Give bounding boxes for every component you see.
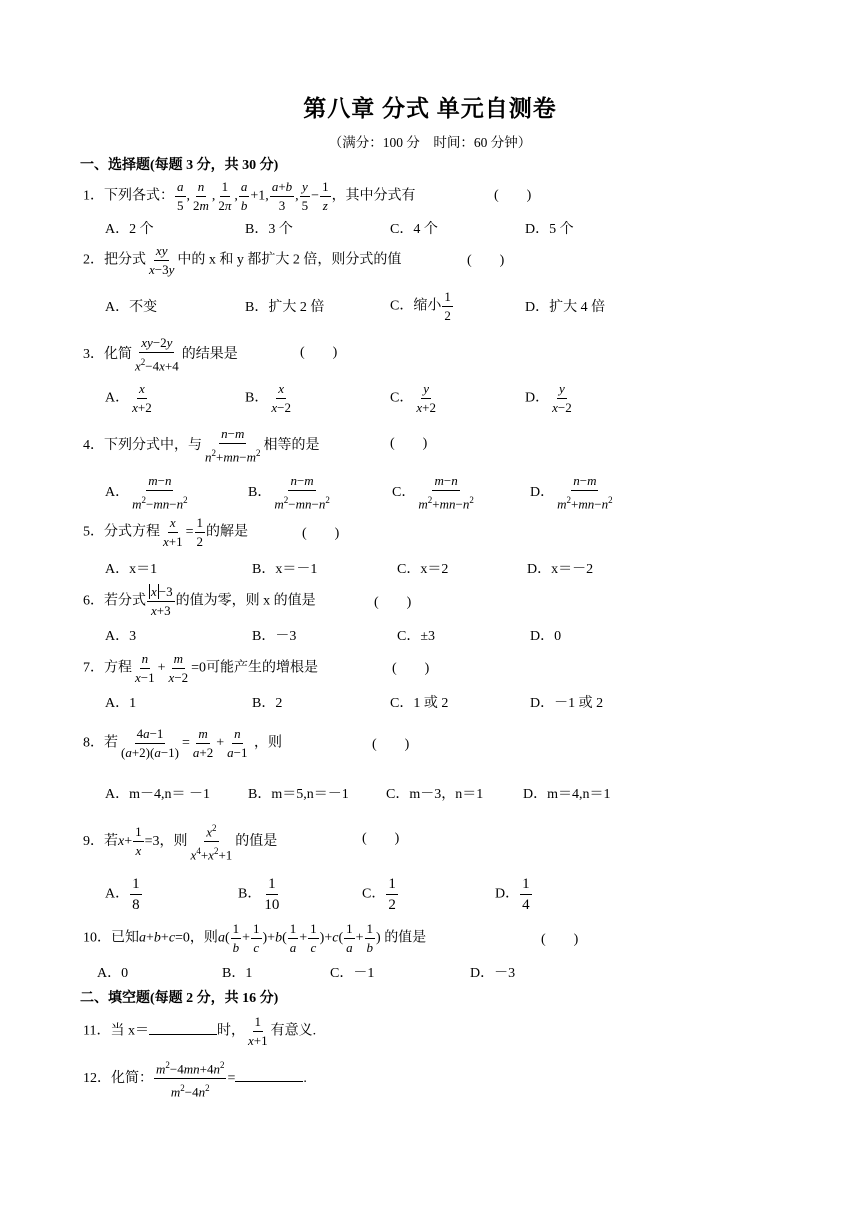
question-10: 10．已知a+b+c=0，则a( $\frac{1}{b}$ + $\frac{1}{c}$ )+b( $\frac{1}{a}$ + $\frac{1}{c}$ )+c( $\frac{1}{a}$ + $\frac{1}{b}$ ) 的值是 bbox=[83, 921, 427, 955]
question-number: 10． bbox=[83, 930, 111, 946]
option-d: D．－3 bbox=[470, 966, 516, 981]
question-number: 3． bbox=[83, 346, 104, 362]
question-12: 12．化简： $\frac{m^2-4mn+4n^2}{m^2-4n^2}$ = . bbox=[83, 1060, 307, 1100]
question-4: 4．下列分式中，与 $\frac{n-m}{n^2+mn-m^2}$ 相等的是 bbox=[83, 426, 320, 465]
question-text: 若 bbox=[104, 735, 118, 751]
question-text: 分式方程 bbox=[104, 524, 160, 540]
question-3: 3．化简 $\frac{xy-2y}{x^2-4x+4}$ 的结果是 bbox=[83, 335, 238, 374]
question-1: 1．下列各式： $\frac{a}{5}$ , $\frac{n}{2m}$ , $\frac{1}{2\pi}$ , $\frac{a}{b}$ +1, $\frac{a+b}{3}$ , $\frac{y}{5}$ − $\frac{1}{z}$ ，其中分式有 bbox=[83, 179, 416, 213]
question-text: 当 x＝ bbox=[110, 1023, 149, 1039]
exam-info: （满分：100 分 时间：60 分钟） bbox=[328, 135, 532, 150]
option-b: B．x＝－1 bbox=[252, 562, 318, 577]
answer-paren: ( ) bbox=[362, 831, 400, 846]
option-b: B．2 bbox=[252, 696, 283, 711]
answer-blank[interactable] bbox=[235, 1067, 303, 1082]
option-b: B．m＝5,n＝－1 bbox=[248, 787, 349, 802]
option-c: C．1 或 2 bbox=[390, 696, 449, 711]
option-c: C． $\frac{y}{x+2}$ bbox=[390, 381, 436, 415]
question-6: 6．若分式 $\frac{x -3}{x+3}$ 的值为零，则 x 的值是 bbox=[83, 584, 316, 618]
option-a: A．x＝1 bbox=[105, 562, 158, 577]
question-number: 6． bbox=[83, 593, 104, 609]
option-a: A．2 个 bbox=[105, 222, 154, 237]
question-text-post: ，其中分式有 bbox=[331, 188, 416, 204]
question-text-post: . bbox=[303, 1071, 307, 1087]
question-text-post: 的解是 bbox=[206, 524, 249, 540]
option-d: D． $\frac{n-m}{m^2+mn-n^2}$ bbox=[530, 473, 613, 512]
option-d: D．0 bbox=[530, 629, 562, 644]
option-b: B．扩大 2 倍 bbox=[245, 300, 325, 315]
question-text-post: 的结果是 bbox=[181, 346, 238, 362]
question-text: 化简： bbox=[111, 1071, 153, 1087]
question-text-post: 相等的是 bbox=[263, 437, 320, 453]
option-a: A．m－4,n＝ －1 bbox=[105, 787, 210, 802]
option-b: B． $\frac{n-m}{m^2-mn-n^2}$ bbox=[248, 473, 330, 512]
option-a: A．不变 bbox=[105, 300, 158, 315]
question-text-post: 可能产生的增根是 bbox=[206, 660, 319, 676]
question-text-post: 中的 x 和 y 都扩大 2 倍，则分式的值 bbox=[177, 252, 402, 268]
question-number: 1． bbox=[83, 188, 104, 204]
option-a: A．0 bbox=[97, 966, 129, 981]
option-b: B． $\frac{1}{10}$ bbox=[238, 876, 280, 913]
question-text: 下列各式： bbox=[104, 188, 174, 204]
question-9: 9．若x+ $\frac{1}{x}$ =3，则 $\frac{x^2}{x^4+x^2+1}$ 的值是 bbox=[83, 823, 278, 863]
question-text-post: 有意义. bbox=[270, 1023, 317, 1039]
answer-paren: ( ) bbox=[374, 595, 412, 610]
answer-paren: ( ) bbox=[300, 345, 338, 360]
option-b: B． $\frac{x}{x-2}$ bbox=[245, 381, 291, 415]
option-c: C． $\frac{1}{2}$ bbox=[362, 876, 396, 913]
option-c: C．±3 bbox=[397, 629, 436, 644]
question-text: 方程 bbox=[104, 660, 132, 676]
option-c: C．4 个 bbox=[390, 222, 438, 237]
option-a: A． $\frac{1}{8}$ bbox=[105, 876, 140, 913]
question-2: 2．把分式 $\frac{xy}{x-3y}$ 中的 x 和 y 都扩大 2 倍，则分式的值 bbox=[83, 243, 402, 277]
question-number: 7． bbox=[83, 660, 104, 676]
option-a: A．1 bbox=[105, 696, 137, 711]
option-d: D．－1 或 2 bbox=[530, 696, 604, 711]
option-d: D．x＝－2 bbox=[527, 562, 594, 577]
question-number: 5． bbox=[83, 524, 104, 540]
option-b: B．1 bbox=[222, 966, 253, 981]
question-5: 5．分式方程 $\frac{x}{x+1}$ = $\frac{1}{2}$ 的解是 bbox=[83, 515, 249, 549]
question-11: 11．当 x＝ 时， $\frac{1}{x+1}$ 有意义. bbox=[83, 1014, 317, 1048]
section-choice-heading: 一、选择题(每题 3 分，共 30 分) bbox=[80, 158, 279, 173]
answer-paren: ( ) bbox=[390, 436, 428, 451]
question-number: 9． bbox=[83, 834, 104, 850]
option-b: B．3 个 bbox=[245, 222, 293, 237]
answer-paren: ( ) bbox=[302, 526, 340, 541]
option-c: C．x＝2 bbox=[397, 562, 449, 577]
answer-paren: ( ) bbox=[467, 253, 505, 268]
question-number: 11． bbox=[83, 1023, 111, 1039]
option-d: D．扩大 4 倍 bbox=[525, 300, 606, 315]
question-number: 8． bbox=[83, 735, 104, 751]
question-text: 把分式 bbox=[104, 252, 146, 268]
question-text: 若分式 bbox=[104, 593, 146, 609]
option-a: A． $\frac{m-n}{m^2-mn-n^2}$ bbox=[105, 473, 188, 512]
option-c: C．－1 bbox=[330, 966, 375, 981]
option-d: D．m＝4,n＝1 bbox=[523, 787, 611, 802]
question-text: 若 bbox=[104, 834, 118, 850]
answer-paren: ( ) bbox=[392, 661, 430, 676]
option-d: D．5 个 bbox=[525, 222, 574, 237]
option-c: C．m－3，n＝1 bbox=[386, 787, 484, 802]
question-number: 12． bbox=[83, 1071, 111, 1087]
option-c: C． $\frac{m-n}{m^2+mn-n^2}$ bbox=[392, 473, 474, 512]
question-text: 已知 bbox=[111, 930, 139, 946]
option-a: A．3 bbox=[105, 629, 137, 644]
page-title: 第八章 分式 单元自测卷 bbox=[303, 96, 557, 121]
question-number: 4． bbox=[83, 437, 104, 453]
answer-paren: ( ) bbox=[372, 737, 410, 752]
question-text-post: 的值是 bbox=[235, 834, 278, 850]
question-text-post: ，则 bbox=[254, 735, 283, 751]
answer-paren: ( ) bbox=[494, 188, 532, 203]
answer-blank[interactable] bbox=[149, 1020, 217, 1035]
option-c: C．缩小 $\frac{1}{2}$ bbox=[390, 289, 451, 323]
answer-paren: ( ) bbox=[541, 932, 579, 947]
section-fill-heading: 二、填空题(每题 2 分，共 16 分) bbox=[80, 991, 279, 1006]
option-d: D． $\frac{y}{x-2}$ bbox=[525, 381, 572, 415]
question-text: 下列分式中，与 bbox=[104, 437, 202, 453]
option-d: D． $\frac{1}{4}$ bbox=[495, 876, 530, 913]
question-8: 8．若 $\frac{4a-1}{(a+2)(a-1)}$ = $\frac{m}{a+2}$ + $\frac{n}{a-1}$ ，则 bbox=[83, 726, 283, 760]
question-text-post: 的值是 bbox=[384, 930, 427, 946]
question-number: 2． bbox=[83, 252, 104, 268]
question-text: 化简 bbox=[104, 346, 132, 362]
option-b: B．－3 bbox=[252, 629, 297, 644]
option-a: A． $\frac{x}{x+2}$ bbox=[105, 381, 152, 415]
question-7: 7．方程 $\frac{n}{x-1}$ + $\frac{m}{x-2}$ =0可能产生的增根是 bbox=[83, 651, 319, 685]
question-text-post: 的值为零，则 x 的值是 bbox=[175, 593, 316, 609]
